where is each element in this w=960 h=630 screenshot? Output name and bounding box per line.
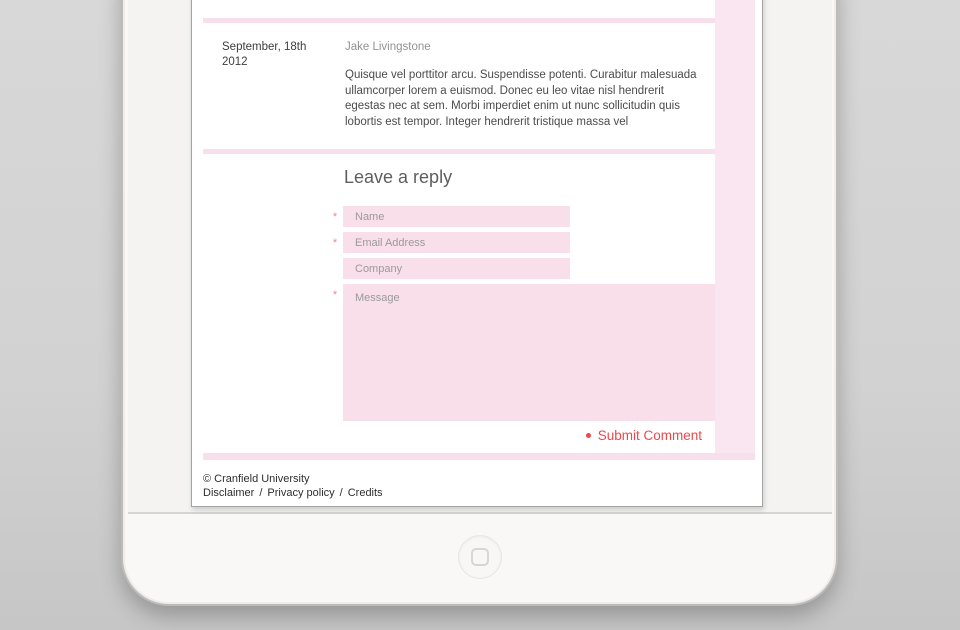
footer-link-credits[interactable]: Credits (347, 487, 383, 499)
footer-links (203, 487, 383, 499)
submit-bullet-icon (586, 433, 591, 438)
comment-date (222, 40, 306, 70)
divider-bar-top (203, 18, 715, 23)
comment-body-line: lobortis est tempor. Integer hendrerit tristique massa vel (345, 115, 629, 128)
required-asterisk-email: * (332, 237, 338, 249)
sidebar-accent-band (715, 0, 755, 460)
submit-comment-label: Submit Comment (597, 428, 702, 443)
home-button[interactable] (458, 535, 502, 579)
name-input[interactable] (343, 206, 570, 227)
comment-body-line: egestas nec at sem. Morbi imperdiet enim ut nunc sollicitudin quis (345, 100, 680, 113)
required-asterisk-message: * (332, 289, 338, 301)
divider-bar-bottom (203, 453, 755, 460)
footer-separator: / (339, 487, 343, 499)
footer-link-disclaimer[interactable]: Disclaimer (203, 487, 255, 499)
required-asterisk-name: * (332, 211, 338, 223)
webpage (191, 0, 763, 507)
company-input[interactable] (343, 258, 570, 279)
message-textarea[interactable] (343, 284, 715, 421)
comment-body-line: Quisque vel porttitor arcu. Suspendisse potenti. Curabitur malesuada (345, 69, 697, 81)
home-button-icon (471, 548, 489, 566)
reply-form-title: Leave a reply (344, 167, 453, 187)
email-input[interactable] (343, 232, 570, 253)
divider-bar-middle (203, 149, 715, 154)
comment-date-line1: September, 18th (222, 41, 307, 53)
comment-body (345, 68, 697, 130)
comment-date-line2: 2012 (222, 56, 248, 68)
submit-comment-button[interactable] (586, 428, 702, 443)
footer-separator: / (259, 487, 263, 499)
comment-author: Jake Livingstone (345, 41, 431, 53)
comment-body-line: ullamcorper lorem a euismod. Donec eu leo vitae nisl hendrerit (345, 84, 664, 97)
footer-link-privacy-policy[interactable]: Privacy policy (267, 487, 335, 499)
footer-copyright: © Cranfield University (203, 473, 310, 485)
